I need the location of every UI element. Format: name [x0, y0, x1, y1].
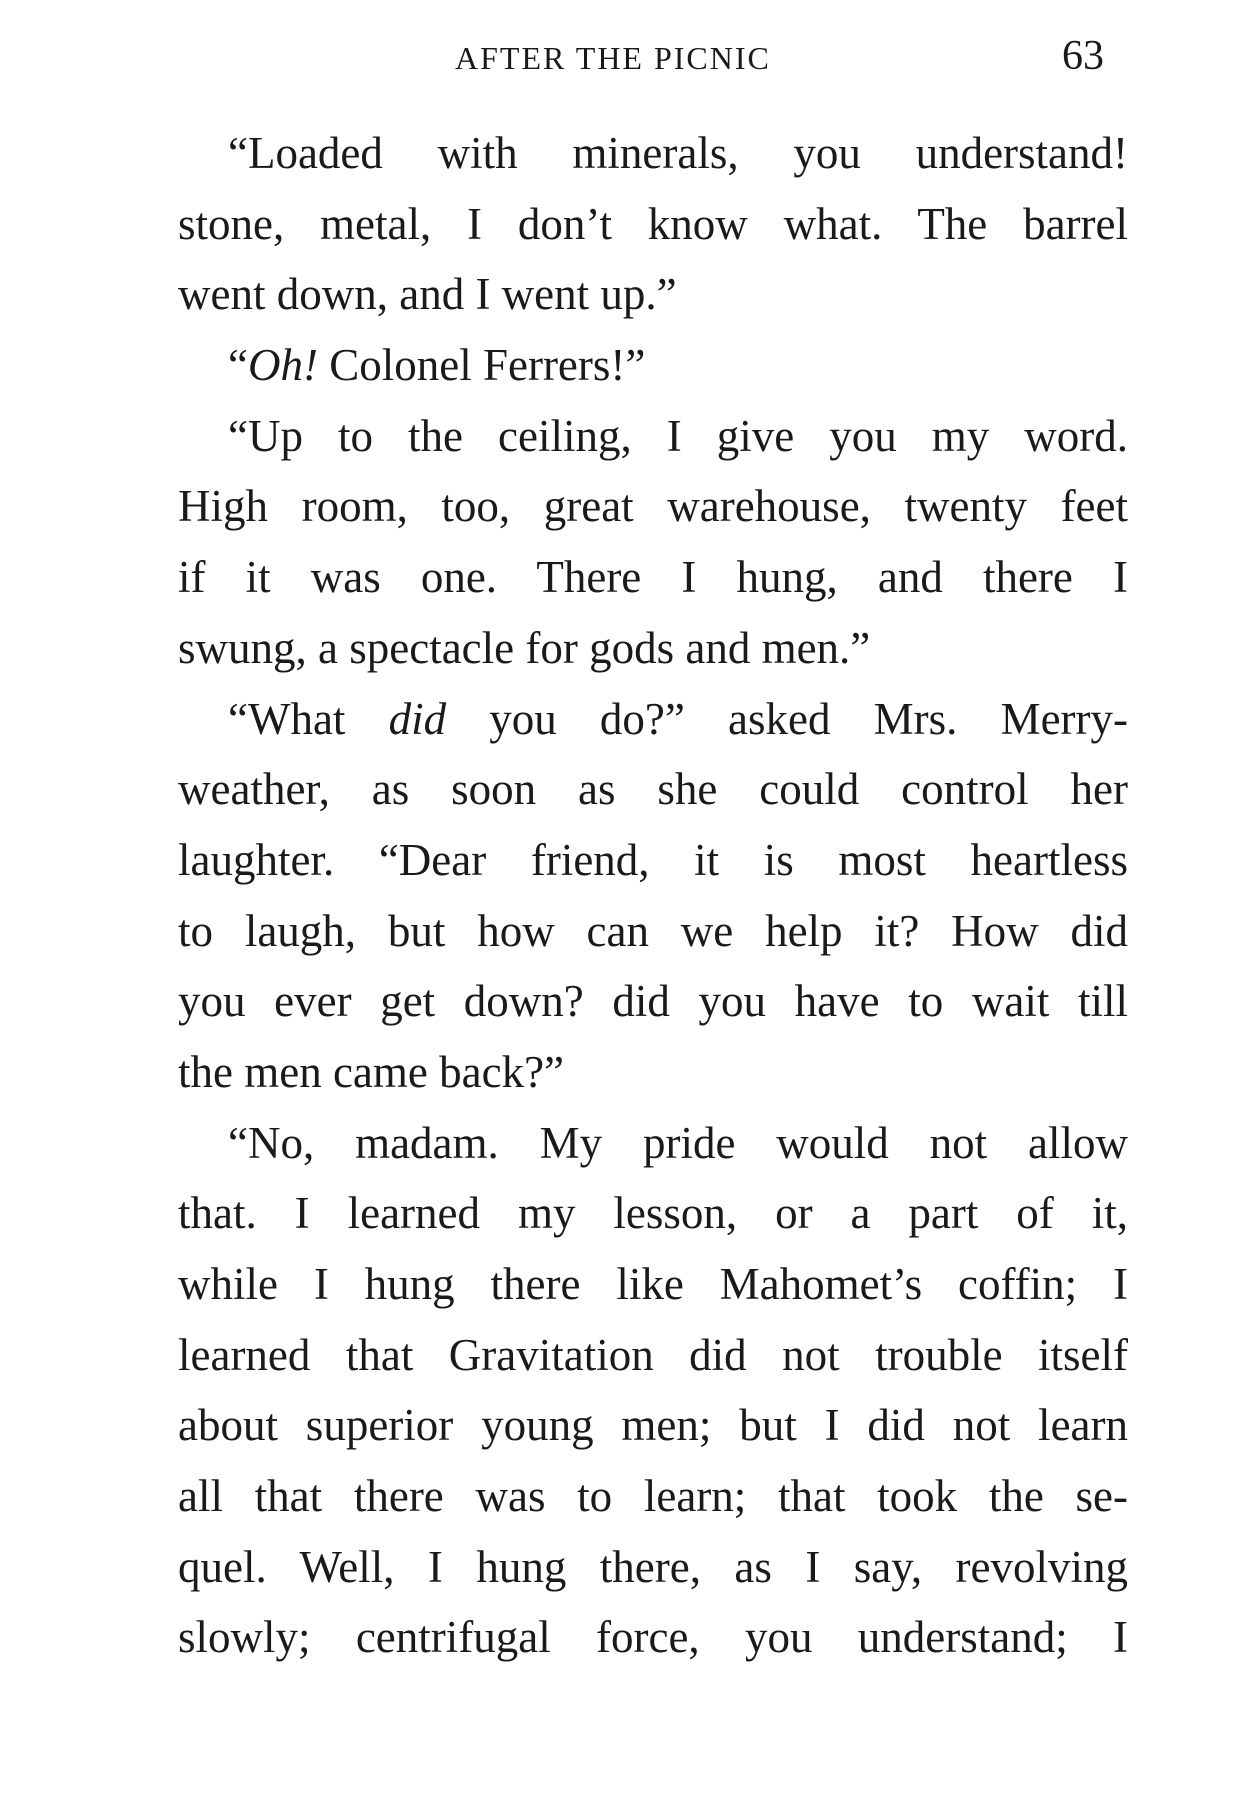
text-line: learned that Gravitation did not trouble itself	[178, 1329, 1128, 1380]
body-text	[178, 118, 1128, 1673]
text-line: “What did you do?” asked Mrs. Merry-	[228, 693, 1129, 744]
text-line: the men came back?”	[178, 1046, 565, 1097]
text-line: “Loaded with minerals, you understand!	[228, 128, 1128, 178]
text-line: while I hung there like Mahomet’s coffin; I	[178, 1259, 1128, 1309]
emphasis-text: Oh!	[247, 340, 318, 391]
text-line: High room, too, great warehouse, twenty feet	[178, 481, 1128, 532]
text-line: about superior young men; but I did not learn	[178, 1400, 1128, 1451]
text-line: “Up to the ceiling, I give you my word.	[228, 410, 1128, 461]
text-line: slowly; centrifugal force, you understand; I	[178, 1612, 1128, 1663]
page-number: 63	[1062, 33, 1104, 79]
text-line: went down, and I went up.”	[178, 269, 677, 320]
text-line: that. I learned my lesson, or a part of it,	[178, 1188, 1128, 1239]
text-line: swung, a spectacle for gods and men.”	[178, 622, 871, 673]
text-line: quel. Well, I hung there, as I say, revolving	[178, 1541, 1128, 1592]
text-line: laughter. “Dear friend, it is most heartless	[178, 834, 1128, 885]
text-line: you ever get down? did you have to wait till	[178, 976, 1128, 1027]
running-head	[0, 32, 1236, 82]
text-line: weather, as soon as she could control her	[178, 764, 1128, 815]
text-line: “Oh! Colonel Ferrers!”	[228, 340, 646, 391]
text-line: to laugh, but how can we help it? How did	[178, 905, 1128, 956]
running-title: AFTER THE PICNIC	[455, 40, 771, 76]
text-line: all that there was to learn; that took the se-	[178, 1471, 1128, 1522]
text-line: “No, madam. My pride would not allow	[228, 1117, 1128, 1168]
emphasis-text: did	[388, 693, 447, 744]
text-line: if it was one. There I hung, and there I	[178, 552, 1128, 603]
text-line: stone, metal, I don’t know what. The barrel	[178, 198, 1128, 249]
